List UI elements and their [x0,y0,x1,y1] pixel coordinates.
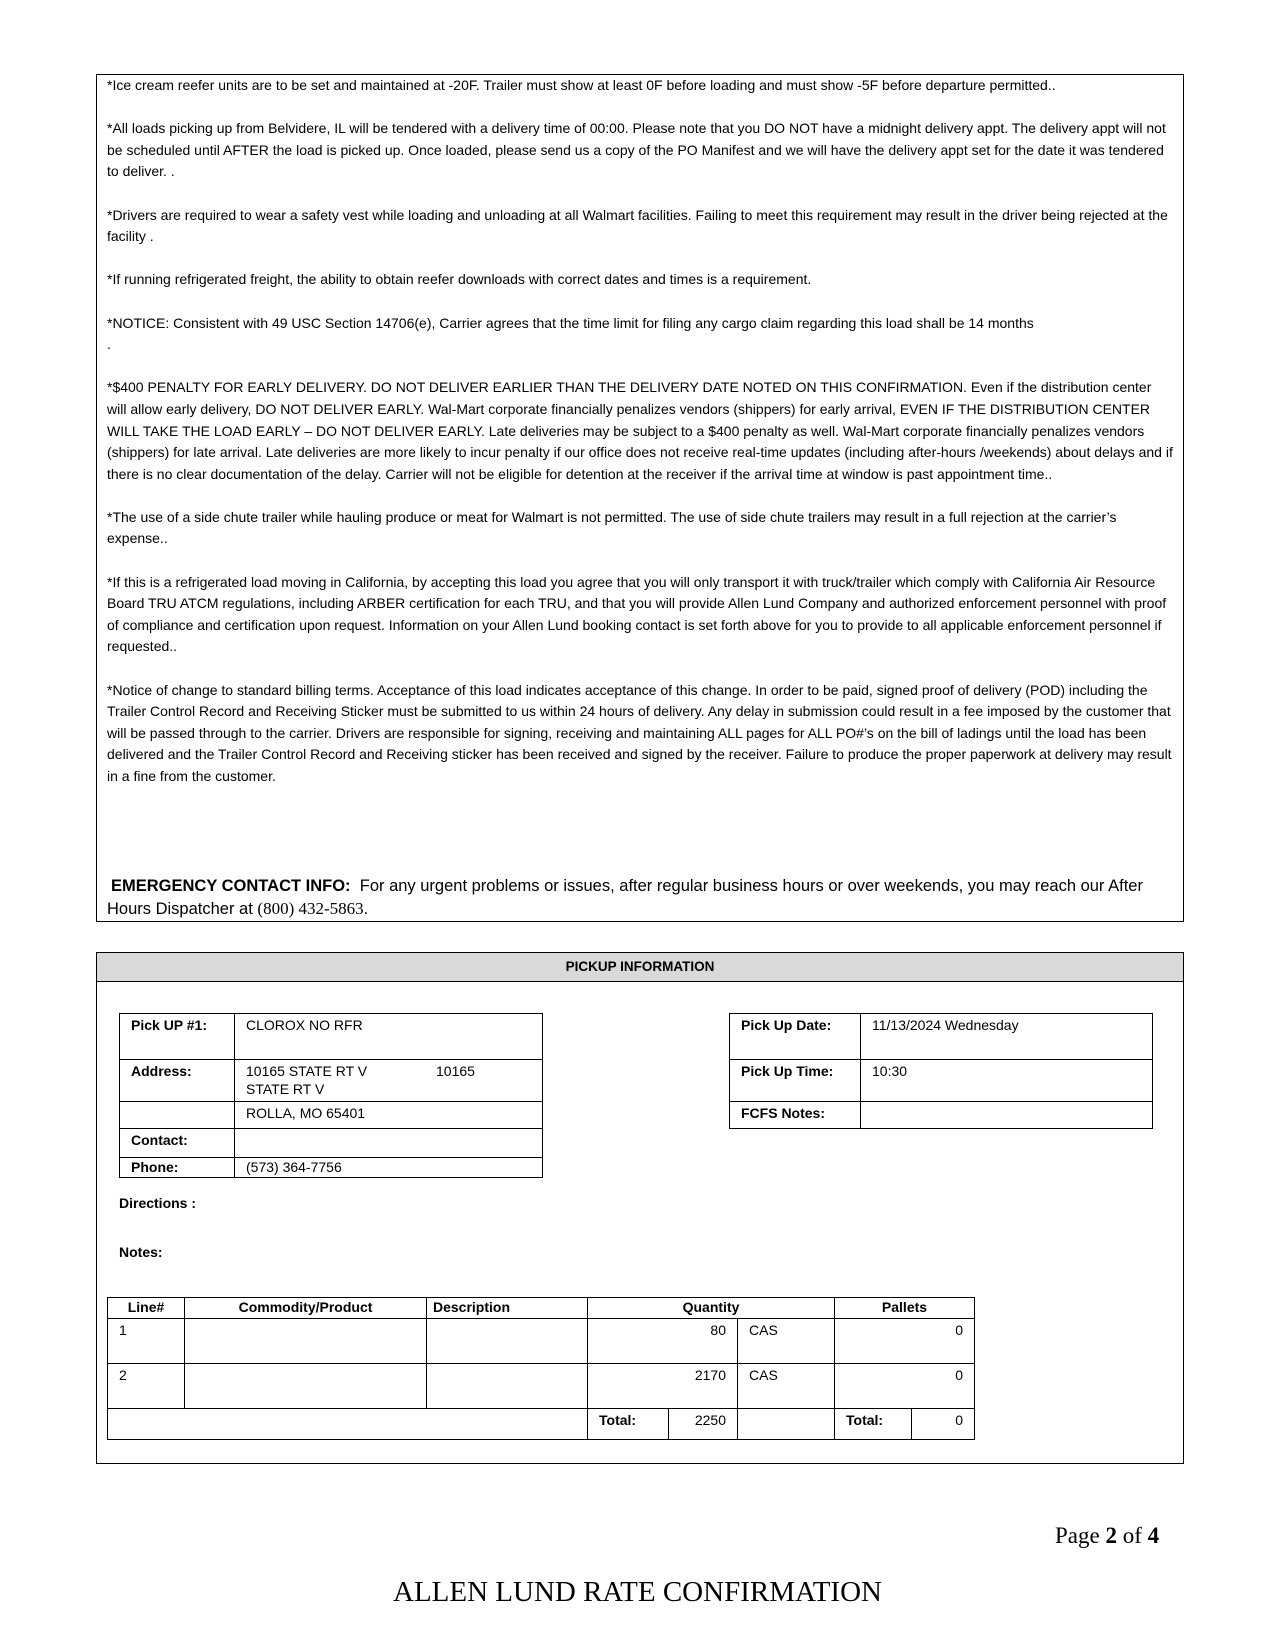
address-label: Address: [120,1060,235,1102]
row-unit: CAS [738,1319,835,1364]
table-row [108,1364,975,1409]
quantity-total-label: Total: [588,1409,669,1440]
terms-and-conditions [96,74,1184,922]
row-pallets: 0 [835,1319,975,1364]
term-billing-change: *Notice of change to standard billing terms. Acceptance of this load indicates acceptance of this change. In order to be paid, signed proof of delivery (POD) including the Trailer Control Record and Receiving Sticker must be submitted to us within 24 hours of delivery. Any delay in submission could result in a fee imposed by the customer that will be passed through to the carrier. Drivers are responsible for signing, receiving and maintaining ALL pages for ALL PO#’s on the bill of ladings until the load has been delivered and the Trailer Control Record and Receiving sticker has been received and signed by the receiver. Failure to produce the proper paperwork at delivery may result in a fine from the customer. [107,681,1172,784]
row-line-number: 1 [108,1319,185,1364]
pickup-number-label: Pick UP #1: [120,1014,235,1060]
directions-label: Directions : [119,1195,197,1211]
row-pallets: 0 [835,1364,975,1409]
pickup-date-label: Pick Up Date: [730,1014,861,1060]
page-number [1055,1523,1159,1549]
row-line-number: 2 [108,1364,185,1409]
row-quantity: 2170 [588,1364,738,1409]
col-header-commodity: Commodity/Product [185,1298,427,1319]
address-line1-number: 10165 [436,1063,475,1079]
emergency-text: For any urgent problems or issues, after regular business hours or over weekends, you may reach our After Hours Dispatcher at [107,877,1143,918]
term-side-chute: *The use of a side chute trailer while hauling produce or meat for Walmart is not permitted. The use of side chute trailers may result in a full rejection at the carrier’s expense.. [107,508,1117,547]
pickup-header: PICKUP INFORMATION [97,953,1183,982]
contact-label: Contact: [120,1129,235,1158]
pickup-information-section [96,952,1184,1464]
row-commodity [185,1319,427,1364]
emergency-phone: (800) 432-5863 [257,898,364,918]
page-current: 2 [1105,1523,1117,1548]
phone-label: Phone: [120,1158,235,1178]
col-header-line: Line# [108,1298,185,1319]
row-description [427,1364,588,1409]
address-city: ROLLA, MO 65401 [235,1102,543,1129]
term-reefer-downloads: *If running refrigerated freight, the ability to obtain reefer downloads with correct dates and times is a requirement. [107,271,812,288]
address-line1: 10165 STATE RT V [246,1063,368,1079]
page-of: of [1122,1523,1142,1548]
commodity-table [107,1297,975,1440]
pickup-date-value: 11/13/2024 Wednesday [861,1014,1153,1060]
pickup-time-label: Pick Up Time: [730,1060,861,1102]
address-line2: STATE RT V [246,1081,325,1097]
page-total: 4 [1147,1523,1160,1548]
fcfs-notes-label: FCFS Notes: [730,1102,861,1129]
document-title: ALLEN LUND RATE CONFIRMATION [393,1576,882,1608]
emergency-label: EMERGENCY CONTACT INFO: [111,877,351,895]
unit-total-spacer [738,1409,835,1440]
row-quantity: 80 [588,1319,738,1364]
term-safety-vest: *Drivers are required to wear a safety vest while loading and unloading at all Walmart facilities. Failing to meet this requirement may result in the driver being rejected at the facility . [107,206,1168,245]
term-california-carb: *If this is a refrigerated load moving in California, by accepting this load you agree that you will only transport it with truck/trailer which comply with California Air Resource Board TRU ATCM regulations, including ARBER certification for each TRU, and that you will provide Allen Lund Company and authorized enforcement personnel with proof of compliance and certification upon request. Information on your Allen Lund booking contact is set forth above for you to provide to all applicable enforcement personnel if requested.. [107,573,1167,655]
emergency-end: . [363,899,369,918]
term-cargo-claim: *NOTICE: Consistent with 49 USC Section 14706(e), Carrier agrees that the time limit for filing any cargo claim regarding this load shall be 14 months . [107,314,1034,353]
pickup-schedule-table [729,1013,1153,1129]
pickup-location-table [119,1013,543,1178]
row-commodity [185,1364,427,1409]
term-ice-cream: *Ice cream reefer units are to be set and maintained at -20F. Trailer must show at least 0F before loading and must show -5F before departure permitted.. [107,77,1056,93]
address-cell [235,1060,543,1102]
row-unit: CAS [738,1364,835,1409]
quantity-total-value: 2250 [669,1409,738,1440]
fcfs-notes-value [861,1102,1153,1129]
term-early-delivery-penalty: *$400 PENALTY FOR EARLY DELIVERY. DO NOT DELIVER EARLIER THAN THE DELIVERY DATE NOTED ON THIS CONFIRMATION. Even if the distribution center will allow early delivery, DO NOT DELIVER EARLY. Wal-Mart corporate financially penalizes vendors (shippers) for early arrival, EVEN IF THE DISTRIBUTION CENTER WILL TAKE THE LOAD EARLY – DO NOT DELIVER EARLY. Late deliveries may be subject to a $400 penalty as well. Wal-Mart corporate financially penalizes vendors (shippers) for late arrival. Late deliveries are more likely to incur penalty if our office does not receive real-time updates (including after-hours /weekends) about delays and if there is no clear documentation of the delay. Carrier will not be eligible for detention at the receiver if the arrival time at window is past appointment time.. [107,379,1173,482]
emergency-contact [107,875,1167,920]
col-header-description: Description [427,1298,588,1319]
empty-label-cell [120,1102,235,1129]
phone-value: (573) 364-7756 [235,1158,543,1178]
contact-value [235,1129,543,1158]
totals-spacer [108,1409,588,1440]
notes-label: Notes: [119,1244,163,1260]
row-description [427,1319,588,1364]
page-prefix: Page [1055,1523,1100,1548]
col-header-quantity: Quantity [588,1298,835,1319]
pickup-name: CLOROX NO RFR [235,1014,543,1060]
pallets-total-label: Total: [835,1409,912,1440]
pickup-time-value: 10:30 [861,1060,1153,1102]
totals-row [108,1409,975,1440]
col-header-pallets: Pallets [835,1298,975,1319]
pallets-total-value: 0 [912,1409,975,1440]
term-belvidere: *All loads picking up from Belvidere, IL will be tendered with a delivery time of 00:00. Please note that you DO NOT have a midnight delivery appt. The delivery appt will not be scheduled until AFTER the load is picked up. Once loaded, please send us a copy of the PO Manifest and we will have the delivery appt set for the date it was tendered to deliver. . [107,120,1166,180]
table-row [108,1319,975,1364]
